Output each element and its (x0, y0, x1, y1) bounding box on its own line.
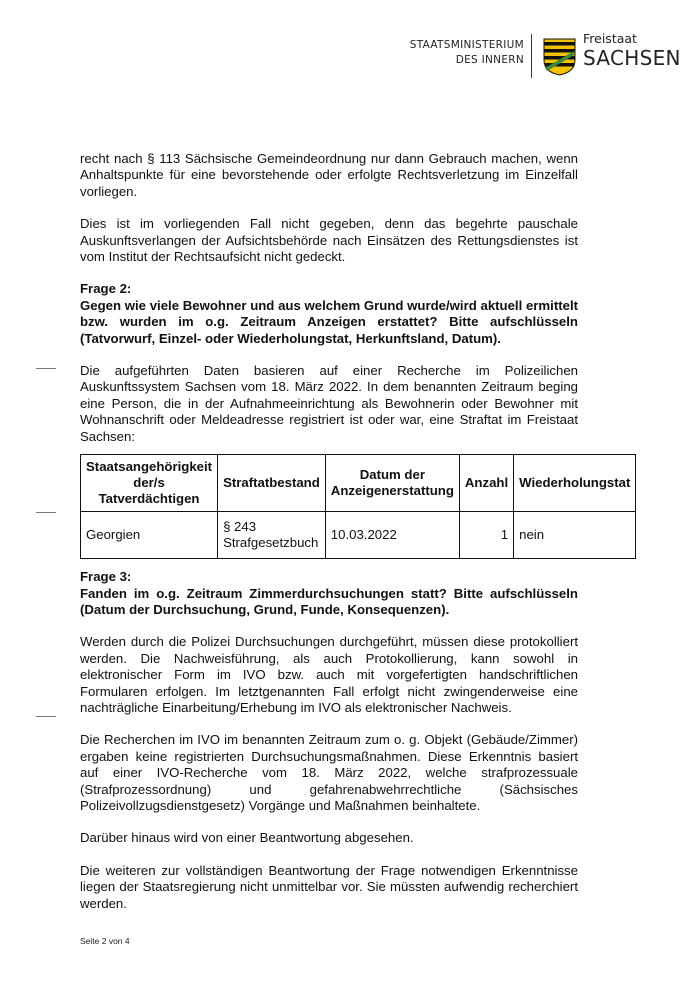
paragraph-durchsuchungen: Werden durch die Polizei Durchsuchungen durchgeführt, müssen diese protokolliert werden. Die Nachweisführung, als auch Protokollierung, kann sowohl in elektronischer Form im IVO bzw. auch mit vorgefertigten handschriftlichen Formularen erfolgen. Im letztgenannten Fall erfolgt nicht zwingenderweise eine nachträgliche Einarbeitung/Erhebung im IVO als elektronischer Nachweis. (80, 634, 578, 715)
state-label-freistaat: Freistaat (583, 31, 637, 46)
paragraph-recherche: Die aufgeführten Daten basieren auf einer Recherche im Polizeilichen Auskunftssystem Sachsen vom 18. März 2022. In dem benannten Zeitraum beging eine Person, die in der Aufnahmeeinrichtung als Bewohnerin oder Bewohner mit Wohnanschrift oder Meldeadresse registriert ist oder war, eine Straftat im Freistaat Sachsen: (80, 363, 578, 444)
page-number: Seite 2 von 4 (80, 936, 130, 946)
header-divider (531, 34, 532, 78)
paragraph-nicht-gegeben: Dies ist im vorliegenden Fall nicht gegeben, denn das begehrte pauschale Auskunftsverlangen der Aufsichtsbehörde nach Einsätzen des Rettungsdienstes ist vom Institut der Rechtsaufsicht nicht gedeckt. (80, 216, 578, 265)
cell-count: 1 (459, 512, 513, 559)
paragraph-beantwortung-abgesehen: Darüber hinaus wird von einer Beantwortung abgesehen. (80, 830, 414, 846)
column-header-repeat-offense: Wiederholungstat (514, 455, 636, 512)
question-3 (80, 569, 578, 618)
table-header-row (81, 455, 636, 512)
column-header-count: Anzahl (459, 455, 513, 512)
cell-offense: § 243 Strafgesetzbuch (218, 512, 326, 559)
question-2-title: Frage 2: (80, 281, 132, 297)
document-body (80, 151, 631, 928)
cell-report-date: 10.03.2022 (325, 512, 459, 559)
cell-nationality: Georgien (81, 512, 218, 559)
table-row (81, 512, 636, 559)
margin-mark (36, 368, 56, 369)
question-3-title: Frage 3: (80, 569, 132, 585)
margin-mark (36, 512, 56, 513)
question-2-text: Gegen wie viele Bewohner und aus welchem Grund wurde/wird aktuell ermittelt bzw. wurden im o.g. Zeitraum Anzeigen erstattet? Bitte aufschlüsseln (Tatvorwurf, Einzel- oder Wiederholungstat, Herkunftsland, Datum). (80, 297, 578, 346)
ministry-line-1: STAATSMINISTERIUM (409, 39, 524, 51)
column-header-nationality: Staatsangehörigkeit der/s Tatverdächtigen (81, 455, 218, 512)
offense-table (80, 454, 636, 559)
ministry-name (410, 38, 524, 68)
paragraph-weitere-erkenntnisse: Die weiteren zur vollständigen Beantwortung der Frage notwendigen Erkenntnisse liegen der Staatsregierung nicht unmittelbar vor. Sie müssten aufwendig recherchiert werden. (80, 862, 578, 911)
cell-repeat-offense: nein (514, 512, 636, 559)
margin-mark (36, 716, 56, 717)
paragraph-ivo-recherche: Die Recherchen im IVO im benannten Zeitraum zum o. g. Objekt (Gebäude/Zimmer) ergaben keine registrierten Durchsuchungsmaßnahmen. Diese Erkenntnis basiert auf einer IVO-Recherche vom 18. März 2022, welche strafprozessuale (Strafprozessordnung) und gefahrenabwehrrechtliche (Sächsisches Polizeivollzugsdienstgesetz) Vorgänge und Maßnahmen beinhaltete. (80, 732, 578, 813)
column-header-offense: Straftatbestand (218, 455, 326, 512)
ministry-line-2: DES INNERN (455, 54, 524, 66)
column-header-report-date: Datum der Anzeigenerstattung (325, 455, 459, 512)
state-label-sachsen: SACHSEN (583, 46, 681, 70)
saxony-coat-of-arms-icon (543, 38, 576, 76)
question-2 (80, 281, 578, 347)
paragraph-rechtsaufsicht: recht nach § 113 Sächsische Gemeindeordnung nur dann Gebrauch machen, wenn Anhaltspunkte für eine bevorstehende oder erfolgte Rechtsverletzung im Einzelfall vorliegen. (80, 151, 578, 199)
question-3-text: Fanden im o.g. Zeitraum Zimmerdurchsuchungen statt? Bitte aufschlüsseln (Datum der Durchsuchung, Grund, Funde, Konsequenzen). (80, 585, 578, 617)
